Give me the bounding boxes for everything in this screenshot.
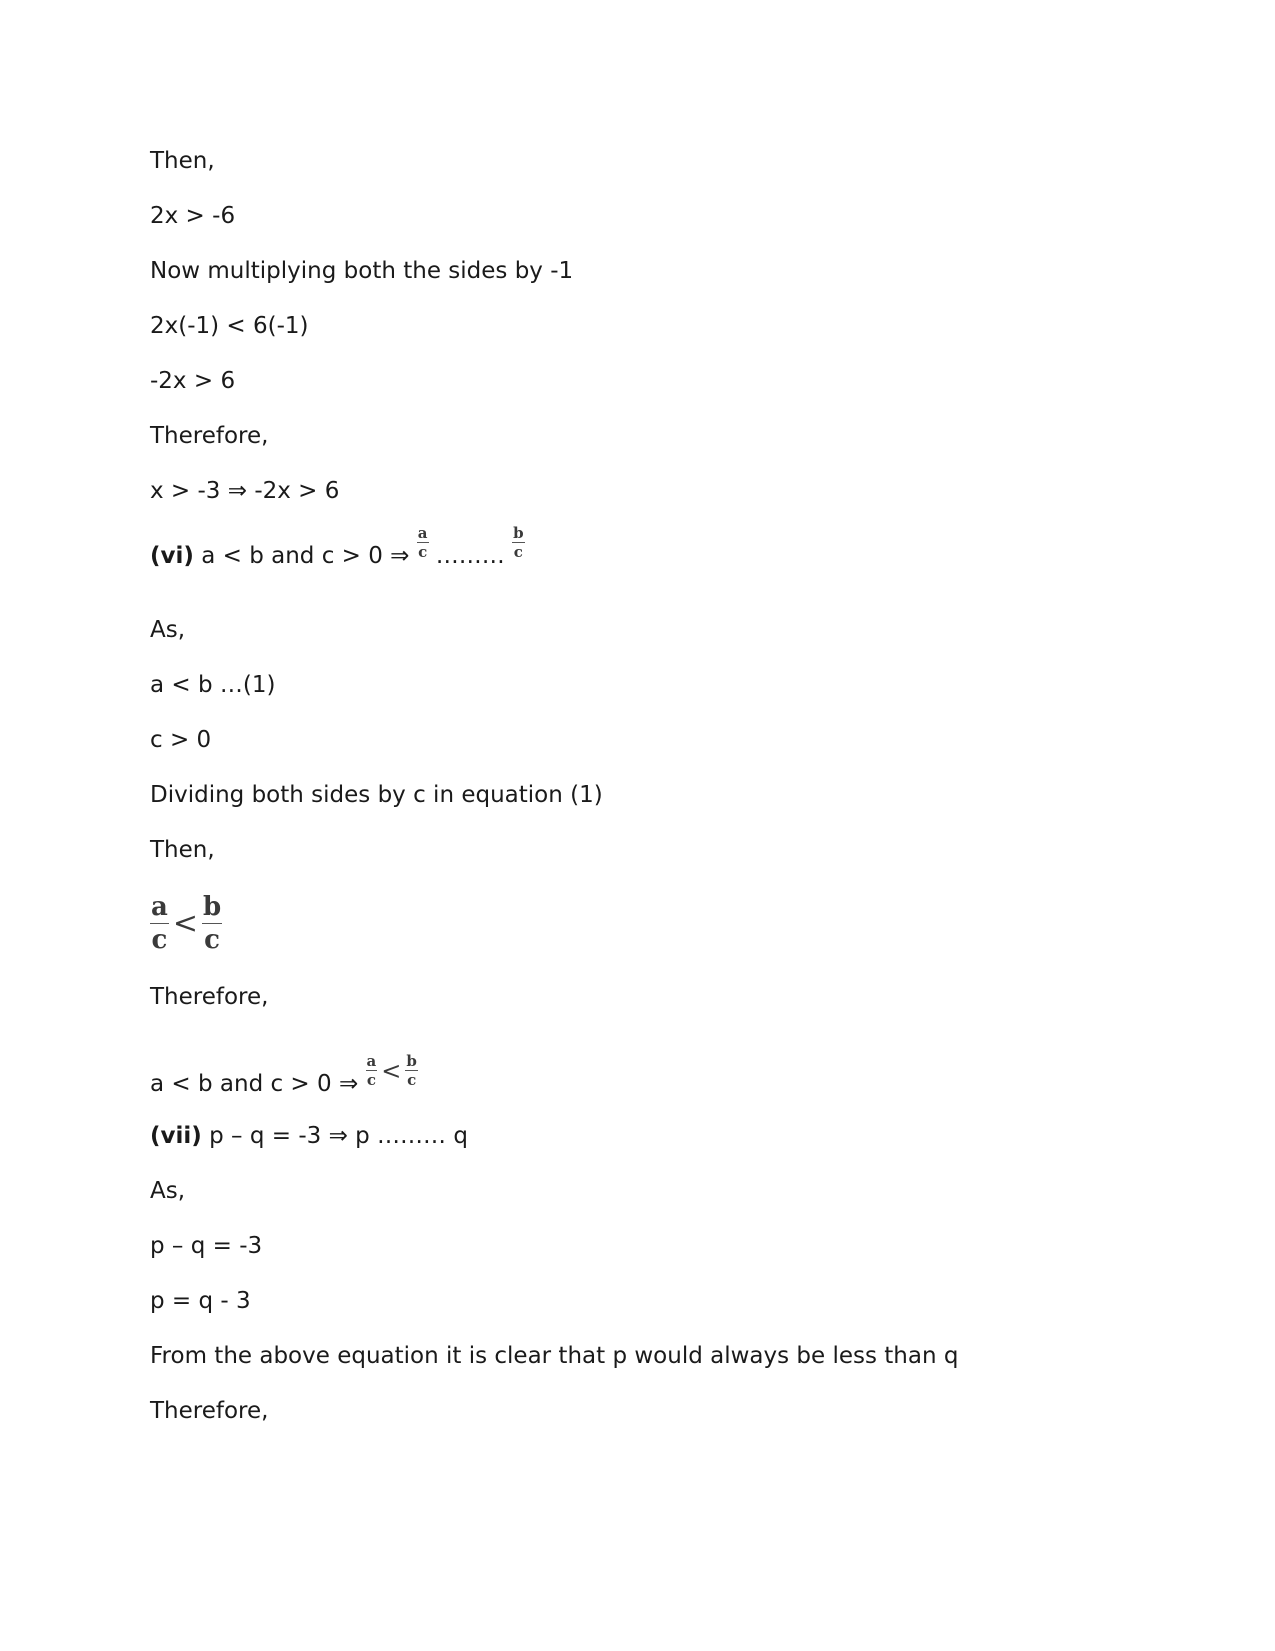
conclusion-vi	[150, 1052, 418, 1103]
question-vi-text: a < b and c > 0 ⇒	[193, 543, 417, 569]
equation-neg2x-gt-6: -2x > 6	[150, 368, 236, 394]
less-than-symbol-conclusion: <	[381, 1056, 402, 1085]
question-vii	[150, 1121, 468, 1151]
text-therefore-1: Therefore,	[150, 423, 269, 449]
equation-a-lt-b: a < b …(1)	[150, 672, 276, 698]
equation-c-gt-0: c > 0	[150, 727, 212, 753]
conclusion-vi-text: a < b and c > 0 ⇒	[150, 1071, 366, 1097]
question-vi-label: (vi)	[150, 543, 194, 569]
equation-p-equals: p = q - 3	[150, 1288, 251, 1314]
fraction-b-over-c: $\frac{b}{c}$	[513, 524, 524, 561]
text-multiplying: Now multiplying both the sides by -1	[150, 258, 574, 284]
question-vii-text: p – q = -3 ⇒ p ……… q	[201, 1123, 468, 1149]
fraction-b-over-c-large: $\frac{b}{c}$	[203, 892, 222, 955]
equation-a-over-c-lt-b-over-c	[150, 888, 222, 959]
text-therefore-3: Therefore,	[150, 1398, 269, 1424]
text-therefore-2: Therefore,	[150, 984, 269, 1010]
fraction-a-over-c-conclusion: $\frac{a}{c}$	[366, 1052, 377, 1089]
equation-2x-gt-neg6: 2x > -6	[150, 203, 236, 229]
equation-p-minus-q: p – q = -3	[150, 1233, 263, 1259]
text-then-2: Then,	[150, 837, 215, 863]
equation-conclusion-v: x > -3 ⇒ -2x > 6	[150, 478, 340, 504]
fraction-b-over-c-conclusion: $\frac{b}{c}$	[406, 1052, 417, 1089]
text-conclusion-statement: From the above equation it is clear that p would always be less than q	[150, 1343, 959, 1369]
question-vi-blank: ………	[428, 543, 513, 569]
fraction-a-over-c-large: $\frac{a}{c}$	[151, 892, 168, 955]
text-then-1: Then,	[150, 148, 215, 174]
question-vii-label: (vii)	[150, 1123, 202, 1149]
fraction-a-over-c: $\frac{a}{c}$	[417, 524, 428, 561]
text-as-2: As,	[150, 1178, 186, 1204]
text-as-1: As,	[150, 617, 186, 643]
question-vi	[150, 524, 525, 575]
equation-2x-times-neg1: 2x(-1) < 6(-1)	[150, 313, 309, 339]
less-than-symbol: <	[172, 905, 198, 941]
text-dividing: Dividing both sides by c in equation (1)	[150, 782, 603, 808]
